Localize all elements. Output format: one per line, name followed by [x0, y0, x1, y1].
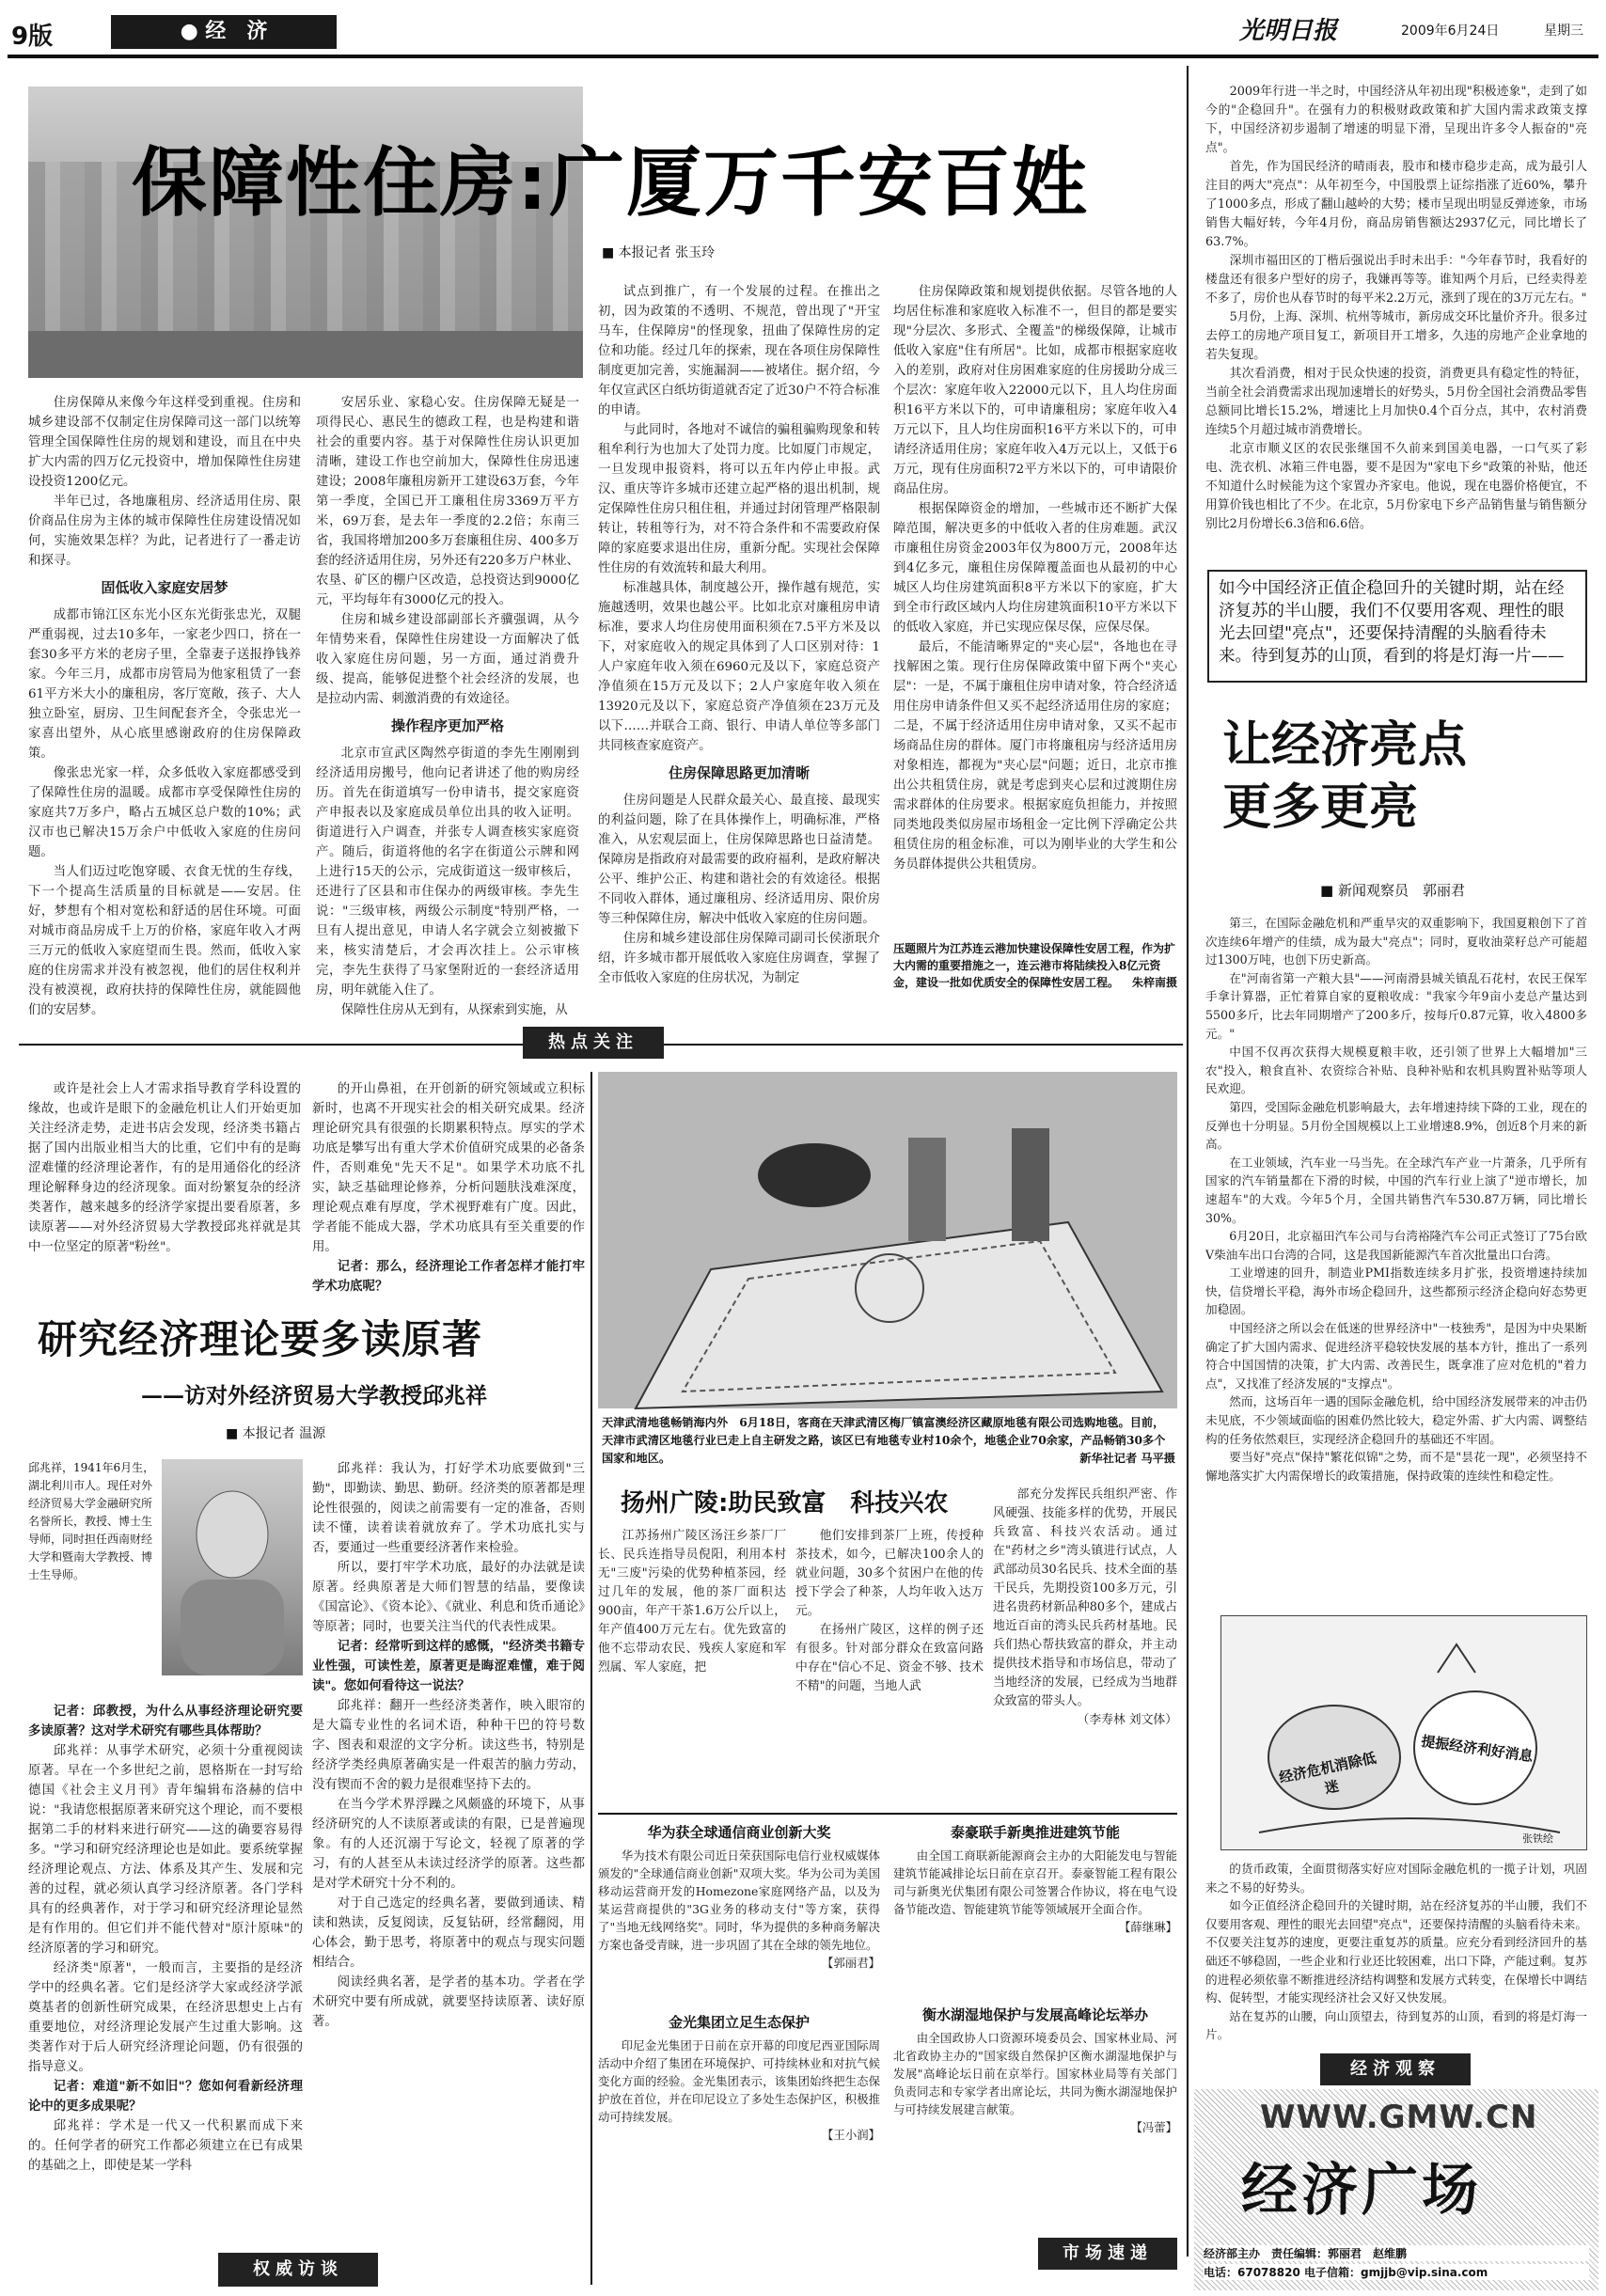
- lead-paragraph: 住房保障政策和规划提供依据。尽管各地的人均居住标准和家庭收入标准不一，但目的都是要实现"分层次、多形式、全覆盖"的梯级保障，让城市低收入家庭"住有所居"。比如，成都市根据家庭收入的差别，政府对住房困难家庭的住房援助分成三个层次：家庭年收入22000元以下，且人均住房面积16平方米以下的，可申请廉租房；家庭年收入4万元以下，且人均住房面积16平方米以下的，可申请经济适用住房；家庭年收入4万元以上，又低于6万元，现有住房面积72平方米以下的，可申请限价商品住房。: [893, 285, 1177, 496]
- interview-byline: ■ 本报记者 温源: [226, 1426, 326, 1441]
- article-paragraph: 中国经济之所以会在低迷的世界经济中"一枝独秀"，是因为中央果断确定了扩大国内需求、促进经济平稳较快发展的基本方针，推出了一系列符合中国国情的决策，扩大内需、改善民生，既拿准了应对危机的"着力点"，又找准了经济发展的"支撑点"。: [1205, 1321, 1587, 1391]
- portrait-photo: [162, 1459, 303, 1675]
- yangzhou-column-1: 江苏扬州广陵区汤汪乡茶厂厂长、民兵连指导员倪阳，利用本村无"三废"污染的优势种植茶园，经过几年的发展，他的茶厂面积达900亩，年产干茶1.6万公斤以上，年产值400万元左右。优先致富的他不忘带动农民、残疾人家庭和军烈属、军人家庭，把: [598, 1529, 786, 1675]
- photo-credit: 新华社记者 马平摄: [1079, 1452, 1175, 1465]
- yangzhou-column-2: 他们安排到茶厂上班，传授种茶技术，如今，已解决100余人的就业问题，30多个贫困户在他的传授下学会了种茶，人均年收入达万元。 在扬州广陵区，这样的例子还有很多。针对部分群众在致富问路中存在"信心不足、资金不够、技术不精"的问题，当地人武: [795, 1529, 984, 1693]
- article-paragraph: 2009年行进一半之时，中国经济从年初出现"积极迹象"，走到了如今的"企稳回升"。在强有力的积极财政政策和扩大国内需求政策支撑下，中国经济初步遏制了增速的明显下滑，呈现出许多令人振奋的"亮点"。: [1205, 85, 1587, 155]
- interview-column-1: 记者：邱教授，为什么从事经济理论研究要多读原著？这对学术研究有哪些具体帮助？ 邱兆祥：从事学术研究，必须十分重视阅读原著。早在一个多世纪之前，恩格斯在一封写给德国《社会主义月刊》青年编辑布洛赫的信中说："我请您根据原著来研究这个理论，而不要根据第二手的材料来进行研究——这的确要容易得多。"学习和研究经济理论也是如此。要系统掌握经济理论观点、方法、体系及其产生、发展和完善的过程，就必须认真学习经济原著。各门学科具有的经典著作，对于学习和研究经济理论显然是有作用的。但它们并不能代替对"原汁原味"的经济原著的学习和研究。 经济类"原著"，一般而言，主要指的是经济学中的经典名著。它们是经济学大家或经济学派奠基者的创新性研究成果，在经济思想史上占有重要地位，对经济理论发展产生过重大影响。这类著作对于后人研究经济理论问题，仍有很强的指导意义。 记者：难道"新不如旧"？您如何看新经济理论中的更多成果呢？ 邱兆祥：学术是一代又一代积累而成下来的。任何学者的研究工作都必须建立在已有成果的基础之上，即使是某一学科: [28, 1704, 303, 2173]
- article-paragraph: 如今正值经济企稳回升的关键时期，站在经济复苏的半山腰，我们不仅要用客观、理性的眼光去回望"亮点"，还要保持清醒的头脑看待未来。不仅要关注复苏的速度，更要注重复苏的质量。应充分看到经济回升的基础还不够稳固，一些企业和行业还比较困难，出口下降，产能过剩。复苏的进程必须依靠不断推进经济结构调整和发展方式转变，在保增长中调结构、促转型，才能实现经济社会又好又快发展。: [1205, 1898, 1587, 2005]
- carpet-caption: 天津武清地毯畅销海内外 6月18日，客商在天津武清区梅厂镇富澳经济区藏原地毯有限公司选购地毯。目前，天津市武清区地毯行业已走上自主研发之路，该区已有地毯专业村10余个，地毯企业70余家，产品畅销30多个国家和地区。 新华社记者 马平摄: [602, 1414, 1175, 1470]
- interview-intro-1: 或许是社会上人才需求指导教育学科设置的缘故，也或许是眼下的金融危机让人们开始更加关注经济走势，走进书店会发现，经济类书籍占据了国内出版业相当大的比重，它们中有的是晦涩难懂的经济理论著作，有的是用通俗化的经济理论解释身边的经济现象。面对纷繁复杂的经济类著作，越来越多的经济学家提出要看原著，多读原著——对外经济贸易大学教授邱兆祥就是其中一位坚定的原著"粉丝"。: [28, 1082, 301, 1254]
- issue-weekday: 星期三: [1544, 24, 1583, 39]
- editor-line: 经济部主办 责任编辑：郭丽君 赵维鹏: [1204, 2245, 1589, 2261]
- photo-credit: 朱梓南摄: [1131, 976, 1177, 989]
- interview-headline: 研究经济理论要多读原著: [38, 1316, 483, 1362]
- lead-paragraph: 当人们迈过吃饱穿暖、衣食无忧的生存线，下一个提高生活质量的目标就是——安居。住好，梦想有个相对宽松和舒适的居住环境。可面对城市商品房成千上万的价格，家庭年收入才两三万元的低收入家庭望而生畏。然而，低收入家庭的住房需求并没有被忽视，他们的居住权利并没有被漠视，政府扶持的保障性住房，就能圆他们的安居梦。: [28, 865, 301, 1017]
- article-paragraph: 北京市顺义区的农民张继国不久前来到国美电器，一口气买了彩电、洗衣机、冰箱三件电器，要不是因为"家电下乡"政策的补贴，他还不知道什么时候能为这个家置办齐家电。他说，现在电器价格便宜，不用算价钱也相比了不少。在北京，5月份家电下乡产品销售量与销售额分别比2月份增长6.3倍和6.6倍。: [1205, 442, 1587, 531]
- econ-square-block: [1194, 2089, 1598, 2290]
- section-label: ● 经 济: [111, 15, 337, 49]
- lead-paragraph: 住房和城乡建设部副部长齐骥强调，从今年情势来看，保障性住房建设一方面解决了低收入家庭住房问题，另一方面，通过消费升级、提高，能够促进整个社会经济的发展，也是拉动内需、刺激消费的有效途径。: [316, 613, 579, 706]
- lead-paragraph: 北京市宣武区陶然亭街道的李先生刚刚到经济适用房搬号，他向记者讲述了他的购房经历。首先在街道填写一份申请书，提交家庭资产申报表以及家庭成员单位出具的收入证明。街道进行入户调查，并张专人调查核实家庭资产。随后，街道将他的名字在街道公示牌和网上进行15天的公示，完成街道这一级审核后，还进行了区县和市住保办的两级审核。李先生说："三级审核，两级公示制度"特别严格，一旦有人提出意见，申请人名字就会立刻被撤下来，核实清楚后，才会再次挂上。公示审核完，李先生获得了马家堡附近的一套经济适用房，明年就能入住了。: [316, 747, 579, 998]
- lead-paragraph: 与此同时，各地对不诚信的骗租骗购现象和转租牟利行为也加大了处罚力度。比如厦门市规定，一旦发现申报资料，将可以五年内停止申报。武汉、重庆等许多城市还建立起严格的退出机制，规定保障性住房只租住租，并通过封闭管理严格限制转让，转租等行为，对不符合条件和不需要政府保障的家庭要求退出住房，重新分配。实现社会保障性住房的有效流转和最大利用。: [598, 423, 880, 575]
- issue-date: 2009年6月24日: [1401, 24, 1500, 39]
- carpet-scene: [598, 1072, 1177, 1408]
- market-top-rule: [598, 1813, 1177, 1815]
- article-paragraph: 6月20日，北京福田汽车公司与台湾裕隆汽车公司正式签订了75台欧V柴油车出口台湾的合同，这是我国新能源汽车首次批量出口台湾。: [1205, 1229, 1587, 1262]
- portrait-figure: [162, 1459, 303, 1675]
- header-rule: [8, 55, 1598, 58]
- right-byline: ■ 新闻观察员 郭丽君: [1320, 882, 1465, 899]
- lead-paragraph: 试点到推广，有一个发展的过程。在推出之初，因为政策的不透明、不规范，曾出现了"开宝马车，住保障房"的怪现象，扭曲了保障性房的定位和功能。经过几年的探索，现在各项住房保障性制度更加完善，实施漏洞——被堵住。据介绍，今年仅宣武区白纸坊街道就否定了近30户不符合标准的申请。: [598, 285, 880, 417]
- section-dot-icon: ●: [180, 20, 206, 43]
- article-paragraph: 要当好"亮点"保持"繁花似锦"之势，而不是"昙花一现"，必须坚持不懈地落实扩大内需保增长的政策措施，保持政策的连续性和稳定性。: [1205, 1450, 1587, 1483]
- lead-paragraph: 住房保障从来像今年这样受到重视。住房和城乡建设部不仅制定住房保障司这一部门以统筹管理全国保障性住房的规划和建设，而且在中央扩大内需的四万亿元投资中，增加保障性住房建设投资1200亿元。: [28, 396, 301, 489]
- lead-photo-caption: 压题照片为江苏连云港加快建设保障性安居工程，作为扩大内需的重要措施之一，连云港市将陆续投入8亿元资金，建设一批如优质安全的保障性安居工程。 朱梓南摄: [893, 942, 1177, 989]
- lead-paragraph: 保障性住房从无到有，从探索到实施，从: [340, 1003, 568, 1017]
- lead-column-2: [316, 393, 579, 1017]
- lead-paragraph: 住房和城乡建设部住房保障司副司长侯浙珉介绍，许多城市都开展低收入家庭住房调查，掌握了全市低收入家庭的住房状况，为制定: [598, 932, 880, 985]
- hot-topic-tag: 热点关注: [523, 1027, 664, 1059]
- lead-paragraph: 安居乐业、家稳心安。住房保障无疑是一项得民心、惠民生的德政工程，也是构建和谐社会的重要内容。基于对保障性住房认识更加清晰，建设工作也空前加大，保障性住房迅速建设；2008年廉租房新开工建设63万套，今年第一季度，全国已开工廉租住房3369万平方米，69万套，是去年一季度的2.2倍；东南三省，我国将增加200多万套廉租住房、400多万套的经济适用住房，另外还有220多万户林业、农垦、矿区的棚户区改造，总投资达到9000亿元，平均每年有3000亿元的投入。: [316, 396, 579, 607]
- market-b-body: 印尼金光集团于日前在京开幕的印度尼西亚国际周活动中介绍了集团在环境保护、可持续林业和对抗气候变化方面的经验。金光集团表示，该集团始终把生态保护放在首位，并在印尼设立了多处生态保护区，积极推动可持续发展。 【王小润】: [598, 2038, 880, 2142]
- article-paragraph: 第三，在国际金融危机和严重旱灾的双重影响下，我国夏粮创下了首次连续6年增产的佳绩，成为最大"亮点"；同时，夏收油菜籽总产可能超过1300万吨，也创下历史新高。: [1205, 916, 1587, 967]
- interview-subhead: ——访对外经济贸易大学教授邱兆祥: [141, 1383, 487, 1408]
- lead-paragraph: 最后，不能清晰界定的"夹心层"，各地也在寻找解困之策。现行住房保障政策中留下两个"夹心层"：一是，不属于廉租住房申请对象，符合经济适用住房申请条件但又买不起经济适用住房的家庭；二是，不属于经济适用住房申请对象，又买不起市场商品住房的群体。厦门市将廉租房与经济适用房对象相连，都视为"夹心层"问题；近日，北京市推出公共租赁住房，就是考虑到夹心层和过渡期住房需求群体的住房要求。根据家庭负担能力，并按照同类地段类似房屋市场租金一定比例下浮确定公共租赁住房的租金标准，可以为刚毕业的大学生和公务员群体提供公共租赁房。: [893, 640, 1177, 872]
- photo-water: [28, 331, 583, 378]
- article-paragraph: 工业增速的回升，制造业PMI指数连续多月扩张，投资增速持续加快，信贷增长平稳，海外市场企稳回升，这些都预示经济企稳向好态势更加稳固。: [1205, 1266, 1587, 1317]
- yangzhou-column-3: 部充分发挥民兵组织严密、作风硬强、技能多样的优势，开展民兵致富、科技兴农活动。通过在"药材之乡"湾头镇进行试点，人武部动员30名民兵、技术全面的基干民兵，先期投资100多万元，引进名贵药材新品种80多个，建成占地近百亩的湾头民兵药材基地。民兵们热心帮扶致富的群众，并主动提供技术指导和市场信息，带动了当地经济的发展，已经成为当地群众致富的带头人。 （李寿林 刘文体）: [993, 1487, 1177, 1727]
- market-c-title: 泰豪联手新奥推进建筑节能: [950, 1824, 1120, 1841]
- lead-paragraph: 标准越具体，制度越公开，操作越有规范，实施越透明，效果也越公平。比如北京对廉租房申请标准，要求人均住房使用面积须在7.5平方米及以下，对家庭收入的规定具体到了人口区别对待：1人户家庭年收入须在6960元及以下，家庭总资产净值须在15万元及以下；2人户家庭年收入须在13920元及以下，家庭总资产净值须在23万元及以下……并联合工商、银行、申请人单位等多部门共同核查家庭资产。: [598, 581, 880, 753]
- lead-subhead: 住房保障思路更加清晰: [668, 764, 810, 781]
- market-tag: 市场速递: [1038, 2238, 1177, 2270]
- article-paragraph: 深圳市福田区的丁楷后强说出手时未出手："今年春节时，我看好的楼盘还有很多户型好的房子，我嫌再等等。谁知两个月后，已经卖得差不多了，房价也从春节时的每平米2.2万元，涨到了现在的3万元左右。": [1205, 254, 1587, 306]
- portrait-caption: 邱兆祥，1941年6月生，湖北利川市人。现任对外经济贸易大学金融研究所名誉所长，教授、博士生导师，同时担任西南财经大学和暨南大学教授、博士生导师。: [28, 1461, 155, 1581]
- lead-subhead: 固低收入家庭安居梦: [101, 579, 228, 596]
- market-a-title: 华为获全球通信商业创新大奖: [647, 1824, 831, 1841]
- market-d-title: 衡水湖湿地保护与发展高峰论坛举办: [921, 2006, 1148, 2023]
- cartoon-credit: 张铁绘: [1522, 1832, 1553, 1845]
- article-paragraph: 5月份，上海、深圳、杭州等城市，新房成交环比量价齐升。很多过去停工的房地产项目复工，新项目开工增多，久违的房地产企业拿地的若失复现。: [1205, 310, 1587, 362]
- column-title: 经济广场: [1241, 2158, 1482, 2224]
- masthead-logo: 光明日报: [1239, 17, 1338, 45]
- market-d-body: 由全国政协人口资源环境委员会、国家林业局、河北省政协主办的"国家级自然保护区衡水湖湿地保护与发展"高峰论坛日前在京举行。国家林业局等有关部门负责同志和专家学者出席论坛，共同为衡水湖湿地保护与可持续发展建言献策。 【冯蕾】: [893, 2031, 1177, 2134]
- lead-paragraph: 像张忠光家一样，众多低收入家庭都感受到了保障性住房的温暖。成都市享受保障性住房的家庭共7万多户，略占五城区总户数的10%；武汉市也已解决15万余户中低收入家庭的住房问题。: [28, 766, 301, 859]
- lead-paragraph: 住房问题是人民群众最关心、最直接、最现实的利益问题，除了在具体操作上，明确标准，严格准入，从宏观层面上，住房保障思路也日益清楚。保障房是指政府对最需要的政府福利，是政府解决公平、维护公正、构建和谐社会的有效途径。根据不同收入群体，通过廉租房、经济适用房、限价房等三种保障住房，解决中低收入家庭的住房问题。: [598, 794, 880, 926]
- right-column-body: [1205, 914, 1587, 1612]
- interview-tag: 权威访谈: [218, 2253, 378, 2287]
- econ-watch-tag: 经济观察: [1320, 2053, 1471, 2085]
- pullquote-box: 如今中国经济正值企稳回升的关键时期，站在经济复苏的半山腰，我们不仅要用客观、理性的眼光去回望"亮点"，还要保持清醒的头脑看待未来。待到复苏的山顶，看到的将是灯海一片——: [1207, 570, 1587, 683]
- article-paragraph: 的货币政策，全面贯彻落实好应对国际金融危机的一揽子计划，巩固来之不易的好势头。: [1205, 1862, 1587, 1895]
- market-a-body: 华为技术有限公司近日荣获国际电信行业权威媒体颁发的"全球通信商业创新"双项大奖。华为公司为美国移动运营商开发的Homezone家庭网络产品，以及为某运营商提供的"3G业务的移动支付"等方案，获得了"当地无线网络奖"。同时，华为提供的多种商务解决方案也备受青睐，进一步巩固了其在全球的领先地位。 【郭丽君】: [598, 1848, 880, 1970]
- article-paragraph: 站在复苏的山腰，向山顶望去，待到复苏的山顶，看到的将是灯海一片。: [1205, 2008, 1587, 2042]
- article-paragraph: 首先，作为国民经济的晴雨表，股市和楼市稳步走高，成为最引人注目的两大"亮点"：从年初至今，中国股票上证综指涨了近60%，攀升了1000多点，形成了翻山越岭的大势；楼市呈现出明显反弹迹象，市场销售大幅好转，今年4月份，商品房销售额达2937亿元，同比增长了63.7%。: [1205, 160, 1587, 249]
- vertical-rule: [1187, 66, 1189, 2257]
- right-headline: 让经济亮点 更多更亮: [1222, 717, 1468, 836]
- cartoon: [1220, 1615, 1587, 1850]
- lead-subhead: 操作程序更加严格: [390, 717, 504, 734]
- article-paragraph: 其次看消费，相对于民众快速的投资，消费更具有稳定性的特征，当前全社会消费需求出现加速增长的好势头，5月份全国社会消费品零售总额同比增长15.2%，增速比上月加快0.4个百分点，其中，农村消费连续5个月超过城市消费增长。: [1205, 367, 1587, 437]
- lead-byline: ■ 本报记者 张玉玲: [602, 245, 716, 260]
- lead-headline: 保障性住房:广厦万千安百姓: [132, 139, 1089, 227]
- page-number: 9版: [11, 23, 54, 51]
- yangzhou-headline: 扬州广陵:助民致富 科技兴农: [621, 1489, 949, 1518]
- contact-line: 电话：67078820 电子信箱：gmjjb@vip.sina.com: [1204, 2264, 1589, 2280]
- article-paragraph: 然而，这场百年一遇的国际金融危机，给中国经济发展带来的冲击仍未见底，不少领域面临的困难仍然比较大，稳定外需、扩大内需、调整结构的任务依然艰巨，实现经济企稳回升的基础还不牢固。: [1205, 1394, 1587, 1446]
- lead-paragraph: 根据保障资金的增加，一些城市还不断扩大保障范围，解决更多的中低收入者的住房难题。武汉市廉租住房资金2003年仅为800万元，2008年达到4亿多元，廉租住房保障覆盖面也从最初的中心城区人均住房建筑面积8平方米以下的家庭，扩大到全市行政区域内人均住房建筑面积10平方米以下的低收入家庭，并已实现应保尽保，应保尽保。: [893, 502, 1177, 635]
- website-url: WWW.GMW.CN: [1260, 2099, 1538, 2136]
- lead-paragraph: 成都市锦江区东光小区东光街张忠光，双腿严重弱视，过去10多年，一家老少四口，挤在一套30多平方米的老房子里，全靠妻子送报挣钱养家。今年三月，成都市房管局为他家租赁了一套61平方米大小的廉租房，客厅宽敞，孩子、大人独立卧室，厨房、卫生间配套齐全，令张忠光一家喜出望外，从心底里感谢政府的住房保障政策。: [28, 608, 301, 761]
- page-header: [0, 0, 1606, 58]
- cartoon-label-left: 经济危机消除低迷: [1277, 1749, 1378, 1798]
- interview-rule: [590, 1072, 592, 2285]
- cartoon-drawing: [1221, 1616, 1588, 1851]
- interview-intro-2: 的开山鼻祖，在开创新的研究领域或立积标新时，也离不开现实社会的相关研究成果。经济理论研究具有很强的长期累积特点。厚实的学术功底是攀写出有重大学术价值研究成果的必备条件，否则难免"先天不足"。如果学术功底不扎实，缺乏基础理论修养，分析问题肤浅难深度，理论观点难有厚度，学术视野难有广度。因此，学者能不能成大器，学术功底具有至关重要的作用。 记者：那么，经济理论工作者怎样才能打牢学术功底呢？: [312, 1082, 585, 1294]
- lead-paragraph: 半年已过，各地廉租房、经济适用住房、限价商品住房为主体的城市保障性住房建设情况如何，实施效果怎样？为此，记者进行了一番走访和探寻。: [28, 495, 301, 568]
- article-paragraph: 在工业领域，汽车业一马当先。在全球汽车产业一片萧条，几乎所有国家的汽车销量都在下滑的时候，中国的汽车行业上演了"逆市增长，加速超车"的大戏。今年5个月，全国共销售汽车530.87万辆，同比增长30%。: [1205, 1155, 1587, 1225]
- carpet-photo: [598, 1072, 1177, 1408]
- article-paragraph: 第四，受国际金融危机影响最大，去年增速持续下降的工业，现在的反弹也十分明显。5月份全国规模以上工业增速8.9%，创近8个月来的新高。: [1205, 1099, 1587, 1152]
- article-paragraph: 在"河南省第一产粮大县"——河南滑县城关镇乱石花村，农民王保军手拿计算器，正忙着算自家的夏粮收成："我家今年9亩小麦总产量达到5500多斤，比去年同期增产了200多斤，按每斤0.87元算，收入4800多元。": [1205, 970, 1587, 1041]
- market-b-title: 金光集团立足生态保护: [668, 2014, 810, 2031]
- right-column-top: [1205, 83, 1587, 572]
- market-c-body: 由全国工商联新能源商会主办的大阳能发电与智能建筑节能减排论坛日前在京召开。泰豪智能工程有限公司与新奥光伏集团有限公司签署合作协议，将在电气设备节能改造、智能建筑节能等领域展开全面合作。 【薛继琳】: [893, 1848, 1177, 1934]
- interview-column-2: 邱兆祥：我认为，打好学术功底要做到"三勤"，即勤读、勤思、勤研。经济类的原著都是理论性很强的，阅读之前需要有一定的准备，否则读不懂，读着读着就放弃了。学术功底扎实与否，要通过一些重要经济著作来检验。 所以，要打牢学术功底，最好的办法就是读原著。经典原著是大师们智慧的结晶，要像读《国富论》、《资本论》、《就业、利息和货币通论》等原著；同时，也要关注当代的代表性成果。 记者：经常听到这样的感慨，"经济类书籍专业性强，可读性差，原著更是晦涩难懂，难于阅读"。您如何看待这一说法？ 邱兆祥：翻开一些经济类著作，映入眼帘的是大篇专业性的名词术语，种种干巴的符号数字、图表和艰涩的文字分析。读这些书，特别是经济学类经典原著确实是一件艰苦的脑力劳动，没有锲而不舍的毅力是很难坚持下去的。 在当今学术界浮躁之风颇盛的环境下，从事经济研究的人不读原著或读的有限，已是普遍现象。有的人还沉溺于写论文，轻视了原著的学习，有的人甚至从未读过经济学的原著。这些都是对学术研究十分不利的。 对于自己选定的经典名著，要做到通读、精读和熟读，反复阅读，反复钻研，经常翻阅，用心体会，勤于思考，将原著中的观点与现实问题相结合。 阅读经典名著，是学者的基本功。学者在学术研究中要有所成就，就要坚持读原著、读好原著。: [312, 1462, 585, 2029]
- lead-column-3: [598, 282, 880, 1008]
- article-paragraph: 中国不仅再次获得大规模夏粮丰收，还引领了世界上大幅增加"三农"投入，粮食直补、农资综合补贴、良种补贴和农机具购置补贴等项人民欢迎。: [1205, 1045, 1587, 1096]
- right-column-end: [1205, 1860, 1587, 2042]
- cartoon-label-right: 提振经济利好消息: [1420, 1732, 1535, 1766]
- lead-column-4: [893, 282, 1177, 940]
